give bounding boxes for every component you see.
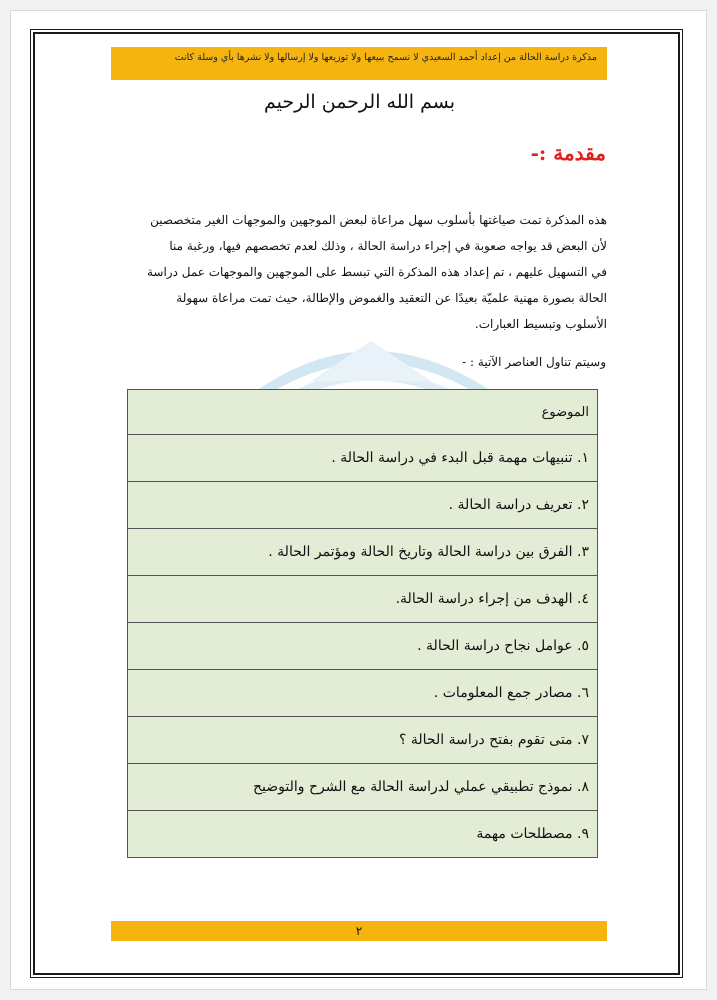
table-row — [128, 717, 598, 764]
table-row — [128, 811, 598, 858]
intro-heading: مقدمة :- — [530, 141, 606, 165]
intro-paragraph — [111, 207, 607, 337]
topic-cell: ٦. مصادر جمع المعلومات . — [128, 670, 598, 717]
topic-cell: ٧. متى تقوم بفتح دراسة الحالة ؟ — [128, 717, 598, 764]
table-row — [128, 529, 598, 576]
intro-line: لأن البعض قد يواجه صعوبة في إجراء دراسة الحالة ، وذلك لعدم تخصصهم فيها، ورغبة منا — [169, 239, 607, 253]
table-row — [128, 670, 598, 717]
table-row — [128, 764, 598, 811]
topic-cell: ٣. الفرق بين دراسة الحالة وتاريخ الحالة ومؤتمر الحالة . — [128, 529, 598, 576]
topic-cell: ٥. عوامل نجاح دراسة الحالة . — [128, 623, 598, 670]
topic-cell: ٤. الهدف من إجراء دراسة الحالة. — [128, 576, 598, 623]
copyright-banner: مذكرة دراسة الحالة من إعداد أحمد السعيدي لا نسمح ببيعها ولا توزيعها ولا إرسالها ولا نشرها بأي وسلة كانت — [111, 47, 607, 80]
table-row — [128, 435, 598, 482]
table-row — [128, 623, 598, 670]
topics-lead: وسيتم تناول العناصر الآتية : - — [462, 355, 606, 369]
topic-cell: ١. تنبيهات مهمة قبل البدء في دراسة الحالة . — [128, 435, 598, 482]
document-page — [10, 10, 707, 990]
table-row — [128, 576, 598, 623]
intro-line: الأسلوب وتبسيط العبارات. — [474, 317, 607, 331]
topic-cell: ٩. مصطلحات مهمة — [128, 811, 598, 858]
topics-table — [127, 389, 598, 858]
table-header-cell: الموضوع — [128, 390, 598, 435]
table-row — [128, 482, 598, 529]
page-number: ٢ — [355, 924, 363, 938]
page-number-bar — [111, 921, 607, 941]
topic-cell: ٨. نموذج تطبيقي عملي لدراسة الحالة مع الشرح والتوضيح — [128, 764, 598, 811]
intro-line: هذه المذكرة تمت صياغتها بأسلوب سهل مراعاة لبعض الموجهين والموجهات الغير متخصصين — [150, 213, 607, 227]
intro-line: في التسهيل عليهم ، تم إعداد هذه المذكرة التي تبسط على الموجهين والموجهات عمل دراسة — [146, 265, 607, 279]
table-header-row — [128, 390, 598, 435]
bismillah-title: بسم الله الرحمن الرحيم — [264, 91, 455, 113]
topic-cell: ٢. تعريف دراسة الحالة . — [128, 482, 598, 529]
intro-line: الحالة بصورة مهنية علميّة بعيدًا عن التعقيد والغموض والإطالة، حيث تمت مراعاة سهولة — [176, 291, 607, 305]
